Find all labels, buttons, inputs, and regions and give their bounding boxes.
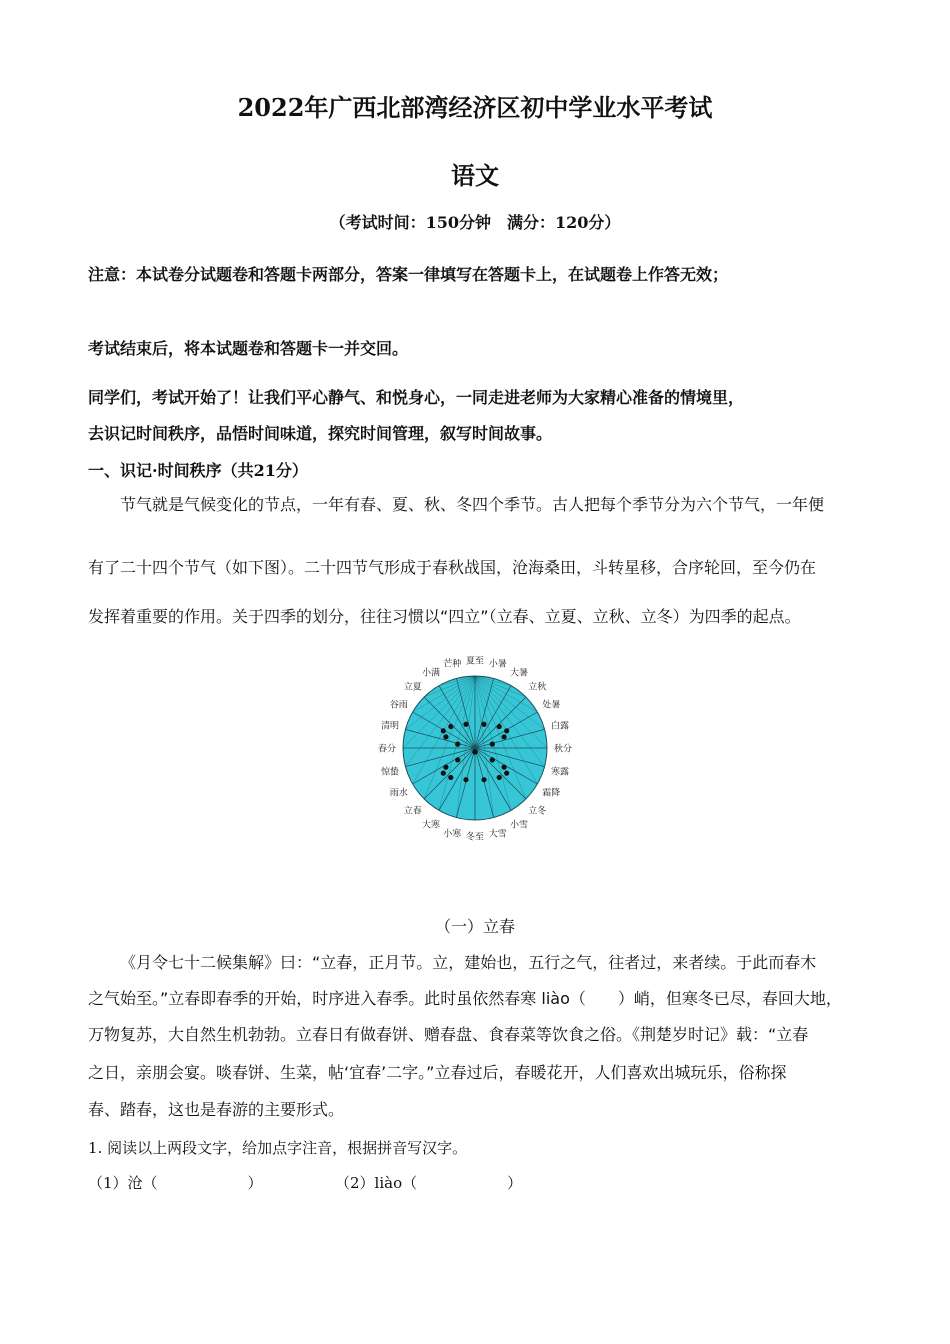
solar-term-label: 立秋 bbox=[528, 682, 547, 693]
analemma-dot bbox=[443, 734, 448, 739]
analemma-dot bbox=[463, 722, 468, 727]
solar-term-label: 处暑 bbox=[542, 700, 561, 711]
solar-term-label: 谷雨 bbox=[389, 700, 408, 711]
exam-info: （考试时间：150分钟 满分：120分） bbox=[329, 213, 621, 232]
paragraph-line: 发挥着重要的作用。关于四季的划分，往往习惯以“四立”（立春、立夏、立秋、立冬）为四季的起点。 bbox=[88, 607, 801, 626]
solar-term-label: 立夏 bbox=[403, 682, 422, 693]
analemma-dot bbox=[472, 749, 477, 754]
solar-term-label: 立冬 bbox=[528, 806, 547, 817]
solar-term-label: 雨水 bbox=[389, 788, 408, 799]
solar-term-label: 大雪 bbox=[488, 829, 507, 840]
analemma-dot bbox=[490, 757, 495, 762]
paragraph-line: 《月令七十二候集解》曰：“立春，正月节。立，建始也，五行之气，往者过，来者续。于此而春木 bbox=[120, 953, 817, 972]
analemma-dot bbox=[455, 757, 460, 762]
analemma-dot bbox=[481, 722, 486, 727]
analemma-dot bbox=[504, 728, 509, 733]
paragraph-line: 万物复苏，大自然生机勃勃。立春日有做春饼、赠春盘、食春菜等饮食之俗。《荆楚岁时记》载：“立春 bbox=[88, 1025, 809, 1044]
solar-term-label: 秋分 bbox=[553, 744, 573, 755]
analemma-dot bbox=[504, 771, 509, 776]
analemma-dot bbox=[448, 724, 453, 729]
paragraph-line: 之日，亲朋会宴。啖春饼、生菜，帖‘宜春’二字。”立春过后，春暖花开，人们喜欢出城玩乐，俗称探 bbox=[88, 1063, 787, 1082]
solar-term-label: 小满 bbox=[421, 668, 441, 679]
analemma-dot bbox=[481, 777, 486, 782]
analemma-dot bbox=[441, 771, 446, 776]
intro-line-1: 同学们，考试开始了！让我们平心静气、和悦身心，一同走进老师为大家精心准备的情境里， bbox=[88, 388, 745, 407]
analemma-dot bbox=[497, 775, 502, 780]
solar-term-label: 春分 bbox=[377, 744, 397, 755]
notice-line-2: 考试结束后，将本试题卷和答题卡一并交回。 bbox=[88, 339, 409, 358]
solar-term-label: 寒露 bbox=[550, 767, 570, 778]
subject-title: 语文 bbox=[451, 161, 499, 190]
exam-title: 2022年广西北部湾经济区初中学业水平考试 bbox=[237, 93, 713, 122]
analemma-dot bbox=[502, 765, 507, 770]
analemma-dot bbox=[497, 724, 502, 729]
analemma-dot bbox=[502, 734, 507, 739]
paragraph-line: 春、踏春，这也是春游的主要形式。 bbox=[88, 1100, 345, 1119]
solar-term-label: 大寒 bbox=[421, 820, 441, 831]
solar-term-label: 小暑 bbox=[488, 659, 507, 670]
solar-term-label: 冬至 bbox=[465, 832, 485, 843]
notice-line-1: 注意：本试卷分试题卷和答题卡两部分，答案一律填写在答题卡上，在试题卷上作答无效； bbox=[88, 265, 729, 284]
analemma-dot bbox=[448, 775, 453, 780]
paragraph-line: 节气就是气候变化的节点，一年有春、夏、秋、冬四个季节。古人把每个季节分为六个节气，一年便 bbox=[120, 495, 825, 514]
analemma-dot bbox=[443, 765, 448, 770]
section-heading: 一、识记·时间秩序（共21分） bbox=[88, 461, 308, 480]
analemma-dot bbox=[441, 728, 446, 733]
paragraph-line: 之气始至。”立春即春季的开始，时序进入春季。此时虽依然春寒 liào（ ）峭，但寒冬已尽，春回大地， bbox=[88, 989, 842, 1008]
solar-term-label: 夏至 bbox=[465, 656, 485, 667]
solar-term-label: 惊蛰 bbox=[380, 767, 400, 778]
solar-term-label: 霜降 bbox=[542, 788, 561, 799]
analemma-dot bbox=[463, 777, 468, 782]
solar-term-label: 立春 bbox=[403, 806, 422, 817]
analemma-dot bbox=[455, 742, 460, 747]
solar-term-label: 小寒 bbox=[443, 829, 462, 840]
intro-line-2: 去识记时间秩序，品悟时间味道，探究时间管理，叙写时间故事。 bbox=[88, 424, 553, 443]
solar-term-label: 芒种 bbox=[443, 659, 462, 670]
question-part-2: （2）liào（ ） bbox=[335, 1174, 523, 1192]
subsection-heading: （一）立春 bbox=[434, 917, 515, 936]
paragraph-line: 有了二十四个节气（如下图）。二十四节气形成于春秋战国，沧海桑田，斗转星移，合序轮回，至今仍在 bbox=[88, 558, 817, 577]
question-part-1: （1）沧（ ） bbox=[88, 1174, 263, 1192]
solar-term-label: 大暑 bbox=[509, 668, 529, 679]
solar-terms-diagram bbox=[363, 648, 587, 854]
solar-term-label: 清明 bbox=[380, 721, 400, 732]
solar-term-label: 白露 bbox=[550, 721, 570, 732]
solar-term-label: 小雪 bbox=[509, 820, 529, 831]
analemma-dot bbox=[490, 742, 495, 747]
question-stem: 1. 阅读以上两段文字，给加点字注音，根据拼音写汉字。 bbox=[88, 1139, 468, 1157]
